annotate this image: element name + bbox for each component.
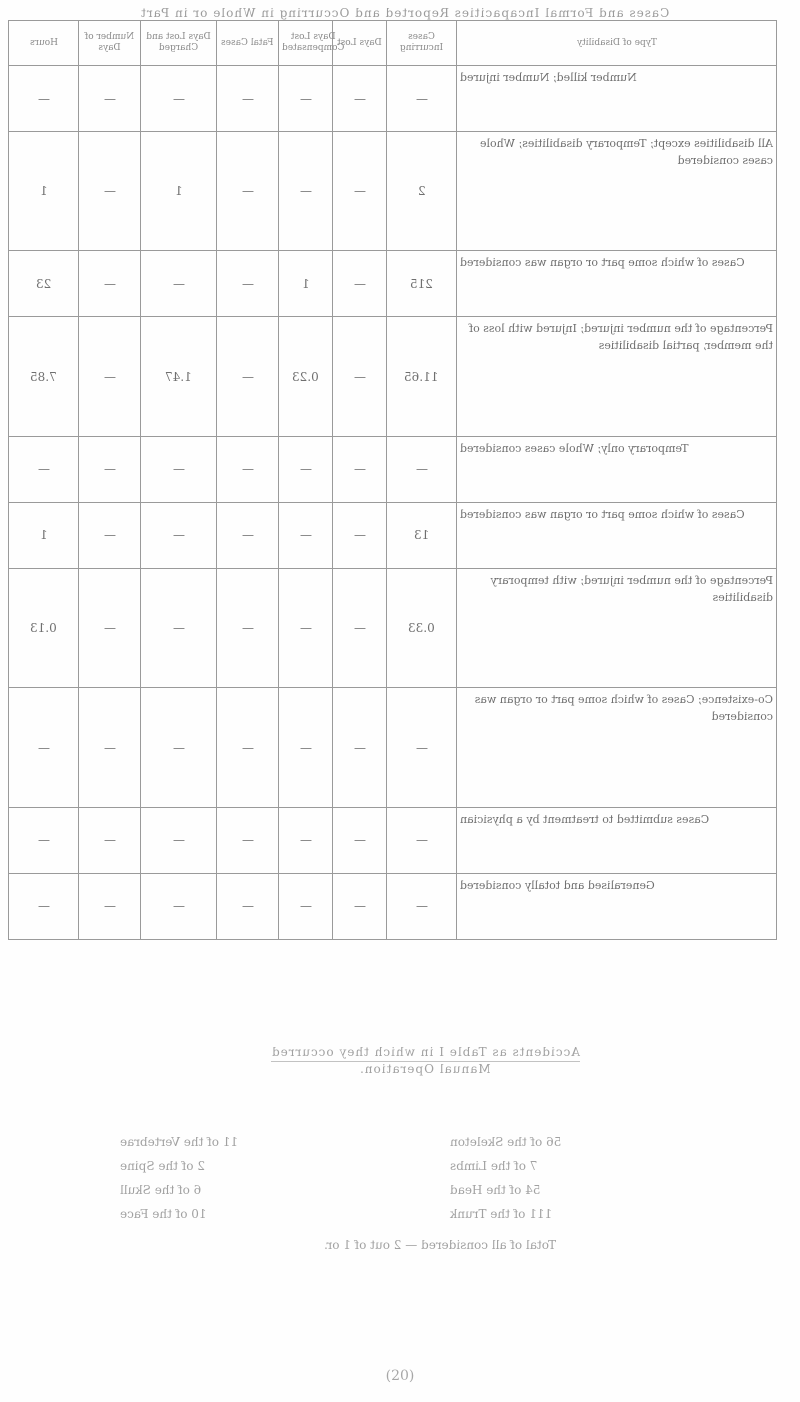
table-cell: —: [79, 251, 141, 317]
table-cell: —: [217, 132, 279, 251]
table-row: [9, 317, 777, 436]
table-cell: —: [141, 807, 217, 873]
page-number: (20): [385, 1368, 415, 1384]
col-header: Days Lost: [333, 21, 387, 66]
table-cell: 1: [279, 251, 333, 317]
table-cell: —: [333, 568, 387, 687]
table-row: [9, 568, 777, 687]
table-cell: —: [387, 436, 457, 502]
table-cell: 23: [9, 251, 79, 317]
table-cell: —: [333, 688, 387, 807]
table-cell: —: [333, 66, 387, 132]
table-cell: —: [217, 873, 279, 939]
table-cell: 7.85: [9, 317, 79, 436]
data-table: [8, 20, 777, 940]
table-row: [9, 502, 777, 568]
row-description: Percentage of the number injured; with temporary disabilities: [457, 568, 777, 687]
table-cell: 1.47: [141, 317, 217, 436]
col-header: Days Lost and Charged: [141, 21, 217, 66]
table-cell: —: [9, 688, 79, 807]
list-item: 111 of the Trunk: [450, 1207, 553, 1221]
section-caption: Accidents as Table I in which they occurred Manual Operation.: [270, 1045, 580, 1076]
list-item: 2 of the Spine: [120, 1159, 205, 1173]
table-row: [9, 251, 777, 317]
table-cell: —: [279, 688, 333, 807]
table-cell: —: [79, 436, 141, 502]
table-cell: 0.13: [9, 568, 79, 687]
table-cell: —: [141, 873, 217, 939]
table-cell: —: [279, 807, 333, 873]
table-cell: —: [141, 436, 217, 502]
total-line: Total of all considered — 2 out of 1 or.: [323, 1238, 557, 1252]
table-cell: —: [217, 66, 279, 132]
table-row: [9, 436, 777, 502]
col-header: Number of Days: [79, 21, 141, 66]
table-cell: —: [79, 317, 141, 436]
table-cell: —: [333, 807, 387, 873]
list-item: 10 of the Face: [120, 1207, 207, 1221]
page-title: Cases and Formal Incapacities Reported and Occurring in Whole or in Part: [140, 6, 670, 20]
table-cell: 0.23: [279, 317, 333, 436]
col-header: Fatal Cases: [217, 21, 279, 66]
row-description: Cases submitted to treatment by a physician: [457, 807, 777, 873]
table-cell: 2: [387, 132, 457, 251]
table-cell: 1: [9, 132, 79, 251]
table-cell: —: [79, 502, 141, 568]
row-description: Generalised and totally considered: [457, 873, 777, 939]
table-cell: —: [387, 873, 457, 939]
table-cell: —: [333, 502, 387, 568]
table-cell: —: [79, 873, 141, 939]
table-cell: —: [9, 436, 79, 502]
table-cell: —: [141, 688, 217, 807]
table-cell: —: [279, 132, 333, 251]
table-cell: —: [79, 132, 141, 251]
row-description: All disabilities except; Temporary disabilities; Whole cases considered: [457, 132, 777, 251]
table-cell: —: [217, 807, 279, 873]
table-cell: —: [79, 66, 141, 132]
table-cell: —: [217, 251, 279, 317]
right-list: [450, 1130, 770, 1226]
list-item: 7 of the Limbs: [450, 1159, 538, 1173]
table-cell: —: [141, 251, 217, 317]
table-cell: —: [279, 873, 333, 939]
table-row: [9, 688, 777, 807]
table-cell: —: [217, 688, 279, 807]
left-list: [120, 1130, 440, 1226]
table-row: [9, 807, 777, 873]
row-description: Temporary only; Whole cases considered: [457, 436, 777, 502]
list-item: 56 of the Skeleton: [450, 1135, 562, 1149]
table-cell: —: [279, 436, 333, 502]
list-item: 11 of the Vertebrae: [120, 1135, 239, 1149]
table-cell: —: [9, 807, 79, 873]
table-cell: —: [387, 807, 457, 873]
table-cell: —: [279, 568, 333, 687]
table-cell: —: [387, 66, 457, 132]
row-description: Cases of which some part or organ was considered: [457, 502, 777, 568]
table-cell: —: [217, 502, 279, 568]
table-cell: —: [333, 132, 387, 251]
table-cell: —: [387, 688, 457, 807]
table-cell: 215: [387, 251, 457, 317]
table-cell: —: [217, 568, 279, 687]
table-cell: —: [9, 66, 79, 132]
col-header: Days Lost Compensated: [279, 21, 333, 66]
table-cell: —: [79, 807, 141, 873]
table-cell: —: [217, 317, 279, 436]
row-description: Co-existence; Cases of which some part or organ was considered: [457, 688, 777, 807]
table-row: [9, 66, 777, 132]
table-cell: 0.33: [387, 568, 457, 687]
table-cell: —: [279, 502, 333, 568]
table-cell: —: [141, 502, 217, 568]
table-cell: 1: [9, 502, 79, 568]
col-header: Hours: [9, 21, 79, 66]
table-cell: —: [79, 688, 141, 807]
table-cell: 11.65: [387, 317, 457, 436]
table-cell: —: [333, 436, 387, 502]
col-header: Type of Disability: [457, 21, 777, 66]
table-cell: 13: [387, 502, 457, 568]
table-header-row: [9, 21, 777, 66]
table-cell: —: [79, 568, 141, 687]
table-cell: —: [141, 66, 217, 132]
table-cell: —: [217, 436, 279, 502]
table-row: [9, 132, 777, 251]
row-description: Cases of which some part or organ was considered: [457, 251, 777, 317]
table-row: [9, 873, 777, 939]
row-description: Number killed; Number injured: [457, 66, 777, 132]
table-cell: —: [141, 568, 217, 687]
table-cell: —: [333, 873, 387, 939]
row-description: Percentage of the number injured; Injured with loss of the member, partial disabilities: [457, 317, 777, 436]
list-item: 54 of the Head: [450, 1183, 541, 1197]
table-cell: 1: [141, 132, 217, 251]
table-cell: —: [333, 317, 387, 436]
table-cell: —: [333, 251, 387, 317]
table-cell: —: [9, 873, 79, 939]
col-header: Cases Incurring: [387, 21, 457, 66]
table-cell: —: [279, 66, 333, 132]
list-item: 6 of the Skull: [120, 1183, 202, 1197]
